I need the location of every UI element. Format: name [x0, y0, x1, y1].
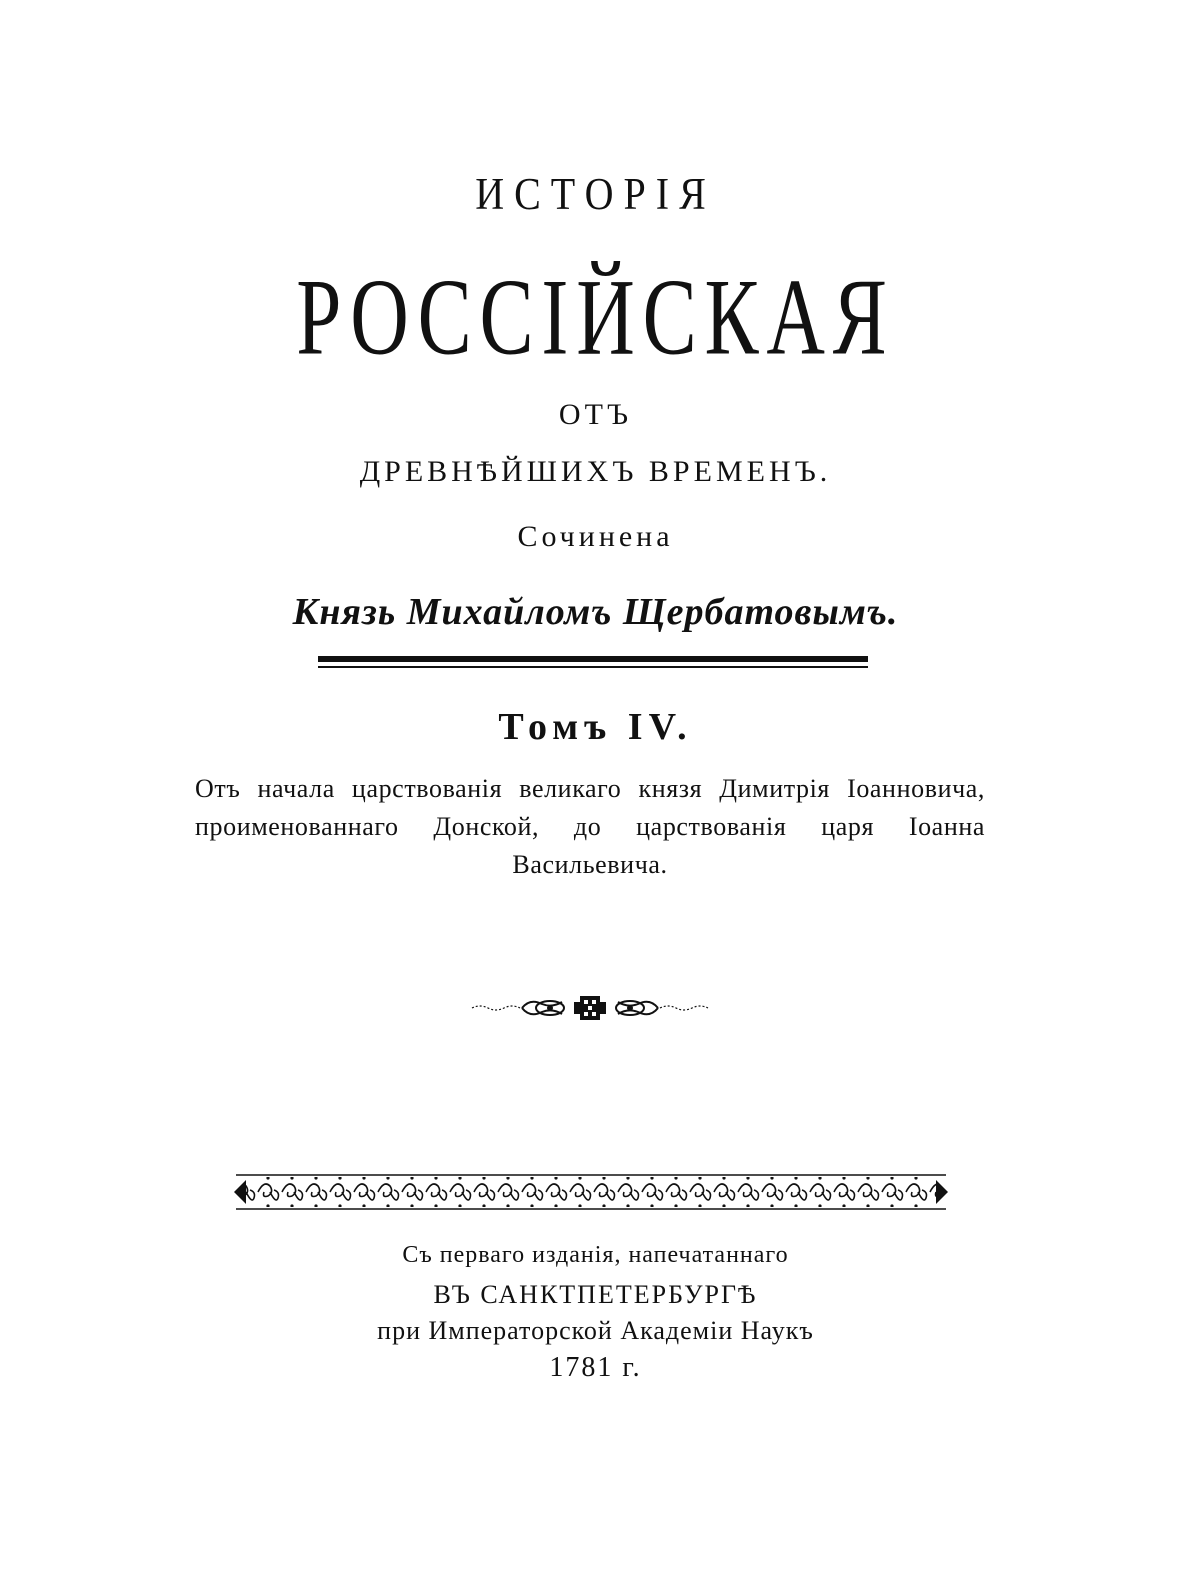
- divider-rule-thin: [318, 666, 868, 668]
- volume-description: Отъ начала царствованія великаго князя Димитрія Іоанновича, проименованнаго Донской, до царствованія царя Іоанна Васильевича.: [195, 774, 985, 879]
- title-line-ancient-times: ДРЕВНѢЙШИХЪ ВРЕМЕНЪ.: [359, 455, 832, 488]
- divider-rule-thick: [318, 656, 868, 662]
- author-name: Князь Михайломъ Щербатовымъ.: [292, 591, 899, 633]
- title-line-from: ОТЪ: [558, 398, 633, 431]
- imprint-first-edition: Съ перваго изданія, напечатаннаго: [402, 1242, 789, 1268]
- volume-label: Томъ IV.: [498, 706, 693, 748]
- imprint-year: 1781 г.: [549, 1352, 642, 1383]
- imprint-city: ВЪ САНКТПЕТЕРБУРГѢ: [433, 1280, 758, 1309]
- ornament-vignette-icon: [470, 990, 710, 1026]
- title-line-russian: РОССІЙСКАЯ: [296, 257, 895, 378]
- title-line-history: ИСТОРІЯ: [475, 167, 716, 220]
- title-line-composed: Сочинена: [517, 520, 674, 553]
- imprint-academy: при Императорской Академіи Наукъ: [377, 1316, 814, 1345]
- ornament-border-band-icon: [232, 1172, 950, 1212]
